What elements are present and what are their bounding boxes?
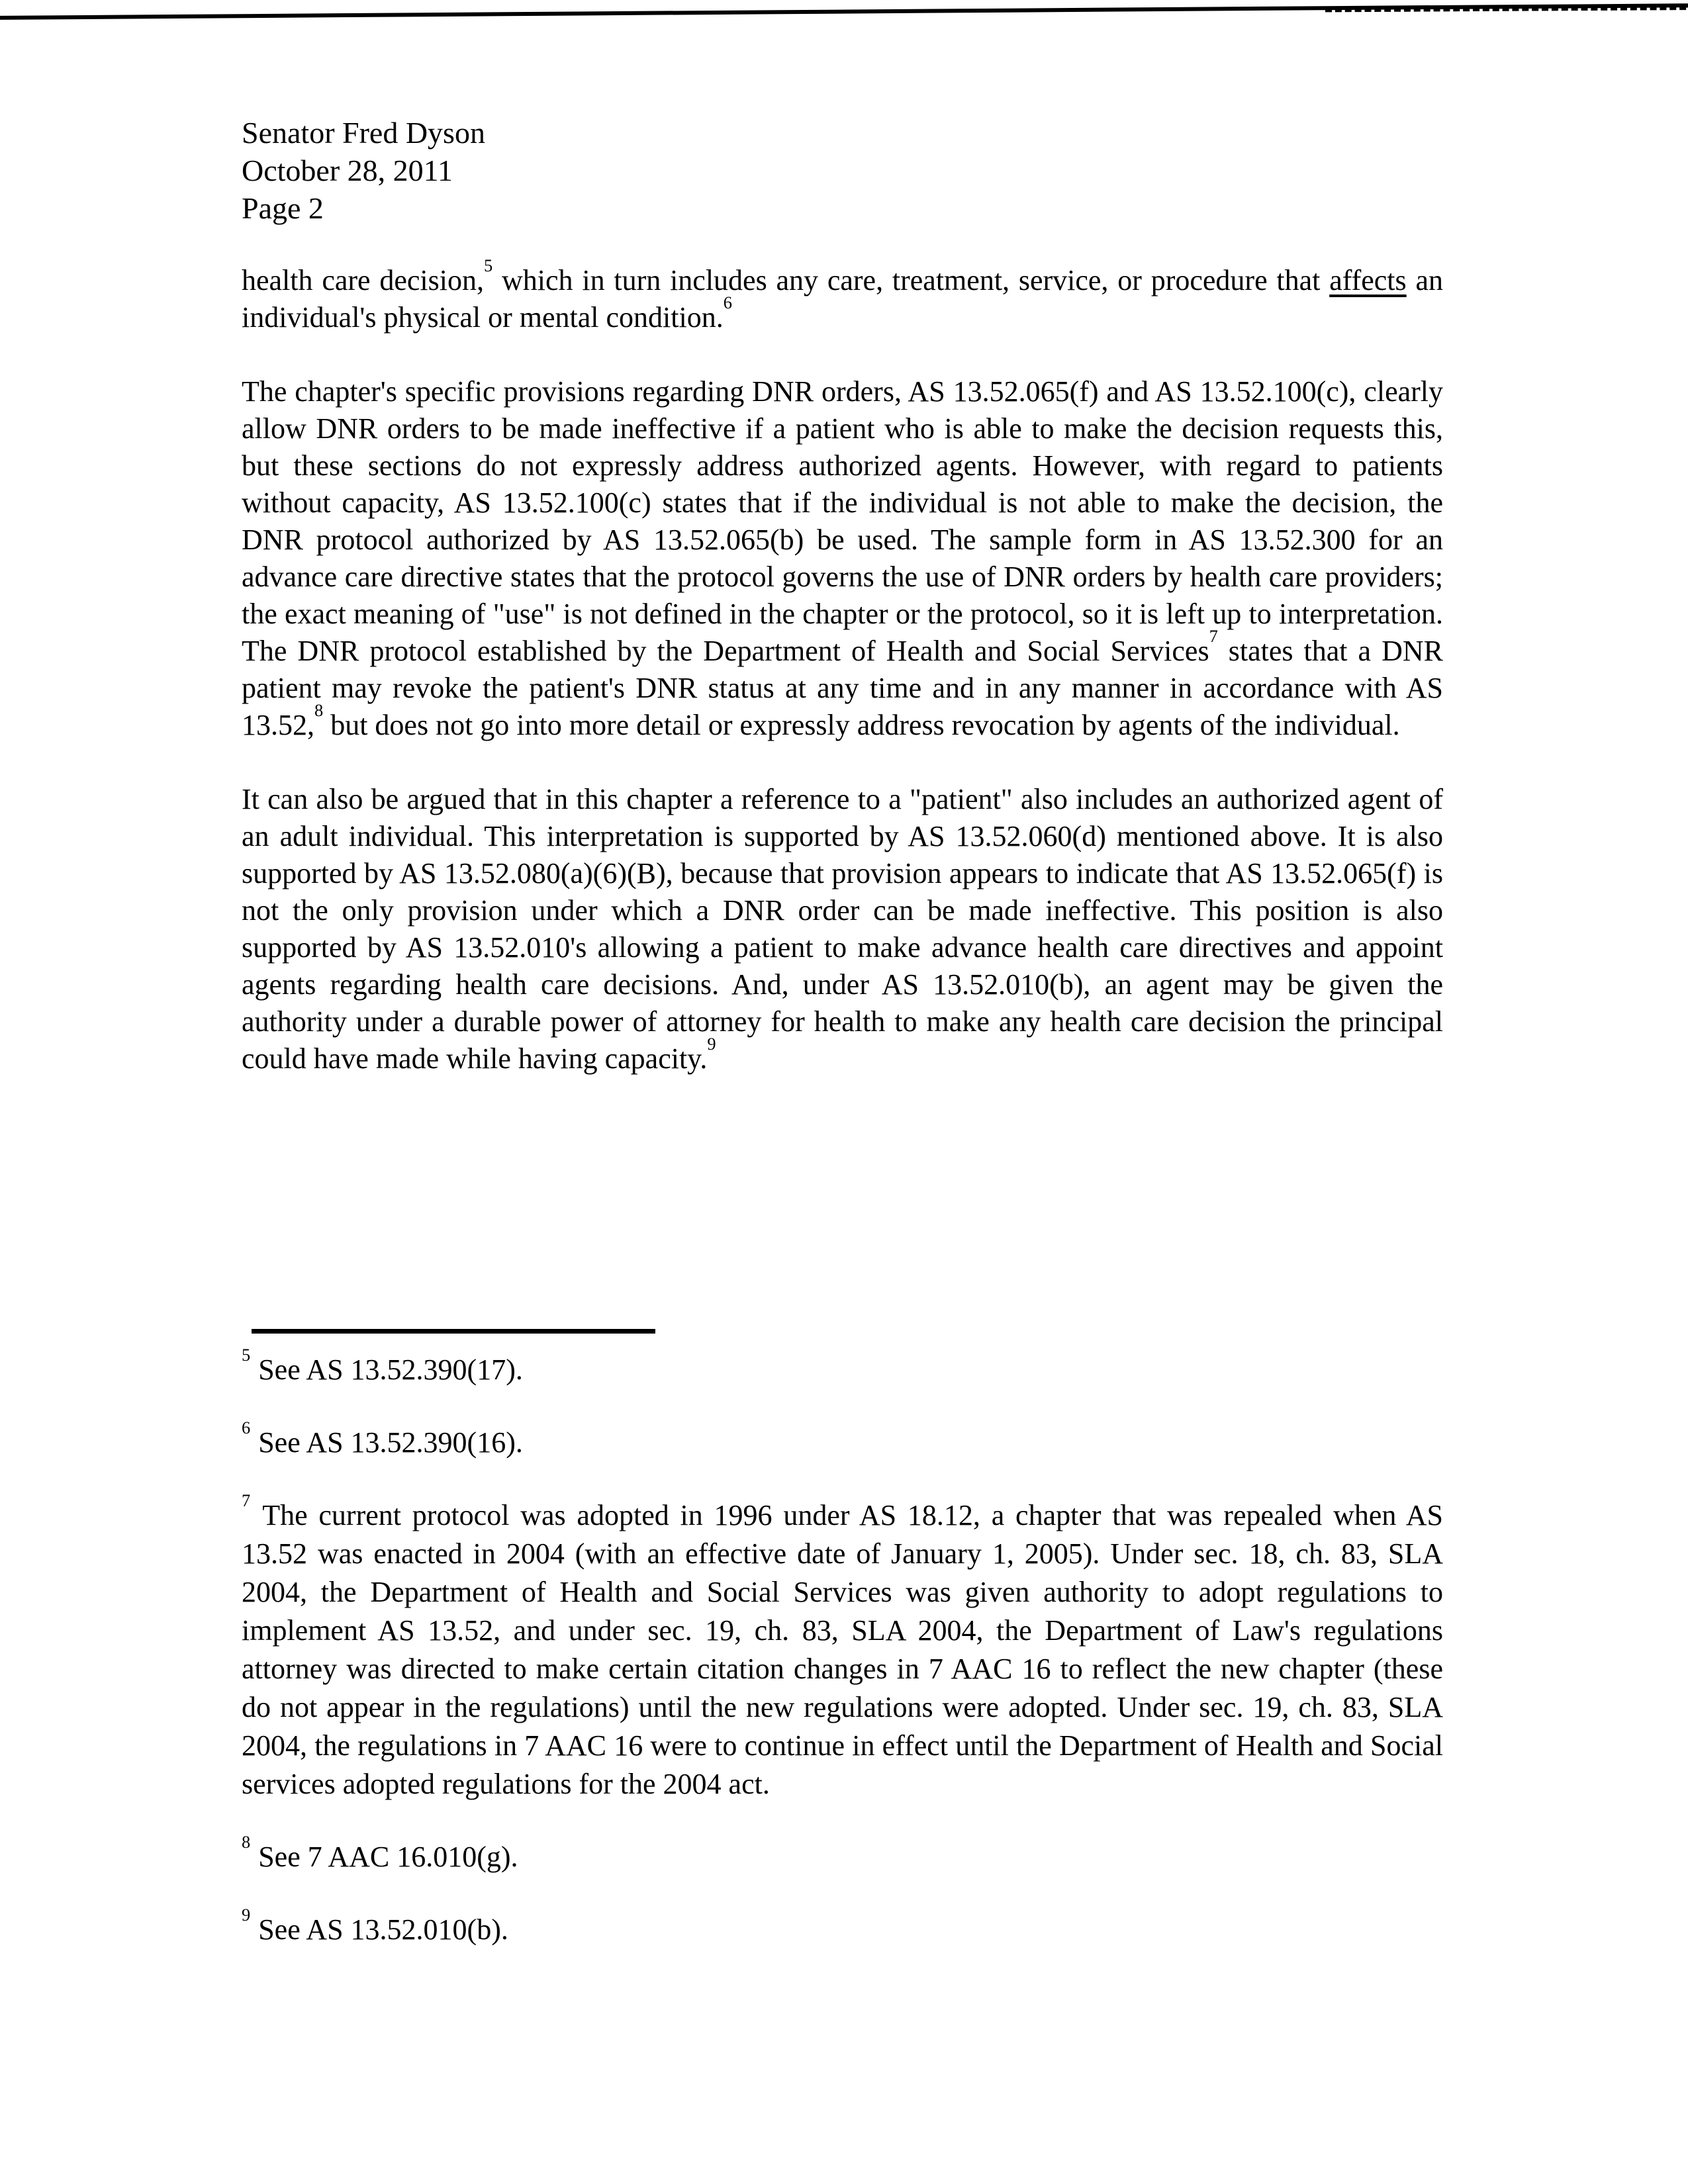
footnote-reference-superscript: 9 — [707, 1034, 716, 1054]
footnote-8-marker: 8 — [242, 1832, 251, 1852]
underlined-word: affects — [1329, 264, 1407, 296]
footnote-reference-superscript: 7 — [1209, 626, 1218, 647]
footnote-reference-superscript: 8 — [314, 700, 324, 721]
footnotes-section — [242, 1329, 1443, 1949]
footnote-reference-superscript: 5 — [484, 255, 493, 276]
letter-date: October 28, 2011 — [242, 154, 453, 187]
body-paragraph-1: health care decision,$^5$ which in turn includes any care, treatment, service, or procedure that affects an individual's physical or mental condition.$^6$ — [242, 255, 1443, 334]
footnote-6-marker: 6 — [242, 1418, 251, 1438]
footnote-5-text: See AS 13.52.390(17). — [258, 1353, 523, 1386]
footnote-6 — [242, 1418, 1443, 1462]
page-number: Page 2 — [242, 191, 324, 225]
footnote-7 — [242, 1490, 1443, 1803]
recipient-name: Senator Fred Dyson — [242, 116, 485, 150]
footnote-reference-superscript: 6 — [723, 293, 732, 313]
letter-body — [242, 255, 1443, 1077]
footnote-6-text: See AS 13.52.390(16). — [258, 1426, 523, 1459]
footnote-9-marker: 9 — [242, 1905, 251, 1925]
footnote-5-marker: 5 — [242, 1345, 251, 1365]
footnote-8-text: See 7 AAC 16.010(g). — [258, 1841, 518, 1873]
footnote-separator — [252, 1329, 655, 1334]
footnote-5 — [242, 1345, 1443, 1389]
body-paragraph-3: It can also be argued that in this chapter a reference to a "patient" also includes an authorized agent of an adult individual. This interpretation is supported by AS 13.52.060(d) mentioned above. It is also supported by AS 13.52.080(a)(6)(B), because that provision appears to indicate that AS 13.52.065(f) is not the only provision under which a DNR order can be made ineffective. This position is also supported by AS 13.52.010's allowing a patient to make advance health care directives and appoint agents regarding health care decisions. And, under AS 13.52.010(b), an agent may be given the authority under a durable power of attorney for health to make any health care decision the principal could have made while having capacity.$^9$ — [242, 783, 1443, 1075]
footnote-9-text: See AS 13.52.010(b). — [258, 1913, 508, 1946]
footnote-7-text: The current protocol was adopted in 1996 under AS 18.12, a chapter that was repealed when AS 13.52 was enacted in 2004 (with an effective date of January 1, 2005). Under sec. 18, ch. 83, SLA 2004, the Department of Health and Social Services was given authority to adopt regulations to implement AS 13.52, and under sec. 19, ch. 83, SLA 2004, the Department of Law's regulations attorney was directed to make certain citation changes in 7 AAC 16 to reflect the new chapter (these do not appear in the regulations) until the new regulations were adopted. Under sec. 19, ch. 83, SLA 2004, the regulations in 7 AAC 16 were to continue in effect until the Department of Health and Social services adopted regulations for the 2004 act. — [242, 1499, 1443, 1800]
footnote-9 — [242, 1905, 1443, 1949]
footnote-7-marker: 7 — [242, 1490, 251, 1511]
letter-header — [242, 114, 485, 227]
body-paragraph-2: The chapter's specific provisions regarding DNR orders, AS 13.52.065(f) and AS 13.52.100(c), clearly allow DNR orders to be made ineffective if a patient who is able to make the decision requests this, but these sections do not expressly address authorized agents. However, with regard to patients without capacity, AS 13.52.100(c) states that if the individual is not able to make the decision, the DNR protocol authorized by AS 13.52.065(b) be used. The sample form in AS 13.52.300 for an advance care directive states that the protocol governs the use of DNR orders by health care providers; the exact meaning of "use" is not defined in the chapter or the protocol, so it is left up to interpretation. The DNR protocol established by the Department of Health and Social Services$^7$ states that a DNR patient may revoke the patient's DNR status at any time and in any manner in accordance with AS 13.52,$^8$ but does not go into more detail or expressly address revocation by agents of the individual. — [242, 375, 1443, 741]
footnote-8 — [242, 1832, 1443, 1876]
